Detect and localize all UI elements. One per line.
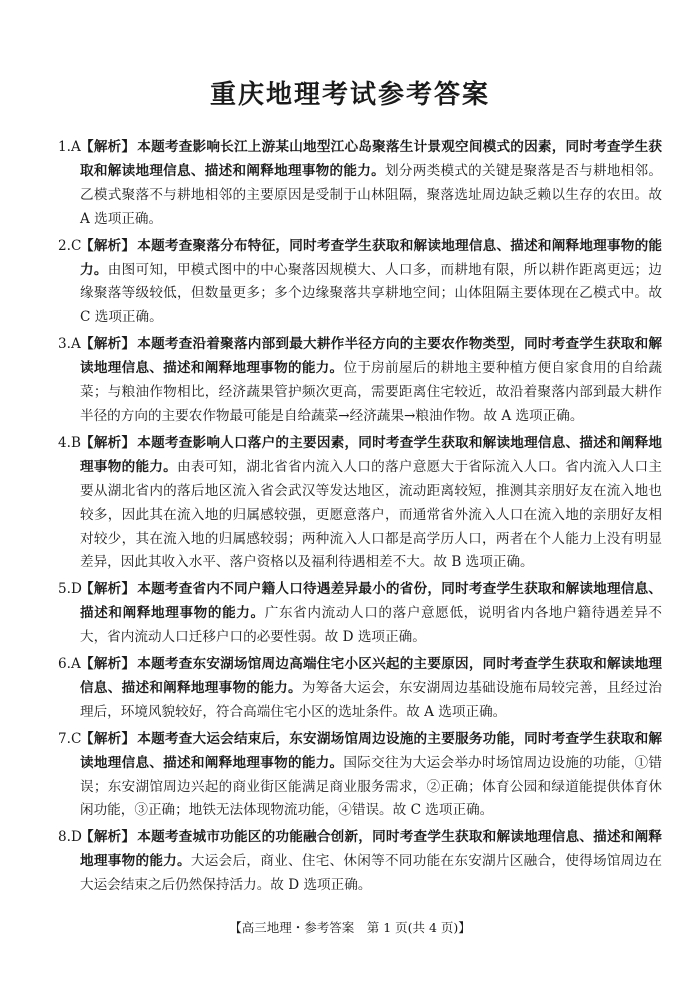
question-number: 6.A [58,656,81,673]
analysis-lead: 本题考查聚落分布特征，同时考查学生获取和解读地理信息、描述和阐释地理事物的能力。 [80,237,663,278]
answer-item-7 [58,728,662,824]
question-number: 5.D [58,581,82,598]
question-number: 1.A [58,139,81,155]
question-number: 3.A [58,336,81,353]
question-number: 8.D [58,829,82,846]
analysis-lead: 本题考查影响长江上游某山地型江心岛聚落生计景观空间模式的因素，同时考查学生获取和解读地理信息、描述和阐释地理事物的能力。 [80,139,663,179]
analysis-tag: 【解析】 [80,730,136,747]
analysis-tag: 【解析】 [80,829,136,846]
answer-item-4 [58,432,662,575]
analysis-body: 大运会后，商业、住宅、休闲等不同功能在东安湖片区融合，使得场馆周边在大运会结束之后仍然保持活力。故 D 选项正确。 [80,853,663,894]
analysis-body: 国际交往为大运会举办时场馆周边设施的功能，①错误；东安湖馆周边兴起的商业街区能满足商业服务需求，②正确；体育公园和绿道能提供体育休闲功能，③正确；地铁无法体现物流功能，④错误。故 C 选项正确。 [80,754,662,819]
analysis-body: 由表可知，湖北省省内流入人口的落户意愿大于省际流入人口。省内流入人口主要从湖北省内的落后地区流入省会武汉等发达地区，流动距离较短，推测其亲朋好友在流入地也较多，因此其在流入地的归属感较强，更愿意落户，而通常省外流入人口在流入地的亲朋好友相对较少，其在流入地的归属感较弱；两种流入人口都是高学历人口，两者在个人能力上没有明显差异，因此其收入水平、落户资格以及福利待遇相差不大。故 B 选项正确。 [80,458,662,571]
question-number: 7.C [58,730,82,747]
analysis-lead: 本题考查大运会结束后，东安湖场馆周边设施的主要服务功能，同时考查学生获取和解读地理信息、描述和阐释地理事物的能力。 [80,730,663,771]
analysis-body: 为筹备大运会，东安湖周边基础设施布局较完善，且经过治理后，环境风貌较好，符合高端住宅小区的选址条件。故 A 选项正确。 [80,679,663,720]
answer-item-5 [58,578,662,650]
answer-item-1 [58,136,662,232]
analysis-body: 由图可知，甲模式图中的中心聚落因规模大、人口多，而耕地有限，所以耕作距离更远；边缘聚落等级较低，但数量更多；多个边缘聚落共享耕地空间；山体阻隔主要体现在乙模式中。故 C 选项正确。 [80,261,663,326]
analysis-lead: 本题考查影响人口落户的主要因素，同时考查学生获取和解读地理信息、描述和阐释地理事物的能力。 [80,434,663,475]
analysis-tag: 【解析】 [80,139,136,155]
page-footer: 【高三地理・参考答案 第 1 页(共 4 页)】 [229,920,471,935]
analysis-lead: 本题考查城市功能区的功能融合创新，同时考查学生获取和解读地理信息、描述和阐释地理事物的能力。 [80,829,663,870]
analysis-lead: 本题考查省内不同户籍人口待遇差异最小的省份，同时考查学生获取和解读地理信息、描述和阐释地理事物的能力。 [80,581,663,622]
analysis-lead: 本题考查东安湖场馆周边高端住宅小区兴起的主要原因，同时考查学生获取和解读地理信息、描述和阐释地理事物的能力。 [80,656,663,696]
analysis-tag: 【解析】 [80,237,136,254]
answer-item-2 [58,235,662,331]
answer-item-8 [58,826,662,898]
analysis-tag: 【解析】 [80,434,136,451]
analysis-lead: 本题考查沿着聚落内部到最大耕作半径方向的主要农作物类型，同时考查学生获取和解读地理信息、描述和阐释地理事物的能力。 [80,336,663,377]
question-number: 4.B [58,434,81,451]
analysis-body: 位于房前屋后的耕地主要种植方便自家食用的自给蔬菜；与粮油作物相比，经济蔬果管护频次更高，需要距离住宅较近，故沿着聚落内部到最大耕作半径的方向的主要农作物最可能是自给蔬菜→经济蔬果→粮油作物。故 A 选项正确。 [80,360,662,424]
answer-item-6 [58,653,662,725]
answer-list [58,136,662,901]
answer-item-3 [58,333,662,429]
analysis-body: 广东省内流动人口的落户意愿低，说明省内各地户籍待遇差异不大，省内流动人口迁移户口的必要性弱。故 D 选项正确。 [80,605,663,646]
page-title: 重庆地理考试参考答案 [209,80,490,110]
question-number: 2.C [58,237,82,254]
analysis-tag: 【解析】 [80,656,136,673]
analysis-tag: 【解析】 [80,581,136,598]
analysis-tag: 【解析】 [80,336,136,353]
analysis-body: 划分两类模式的关键是聚落是否与耕地相邻。乙模式聚落不与耕地相邻的主要原因是受制于山林阻隔，聚落选址周边缺乏赖以生存的农田。故 A 选项正确。 [80,162,663,227]
